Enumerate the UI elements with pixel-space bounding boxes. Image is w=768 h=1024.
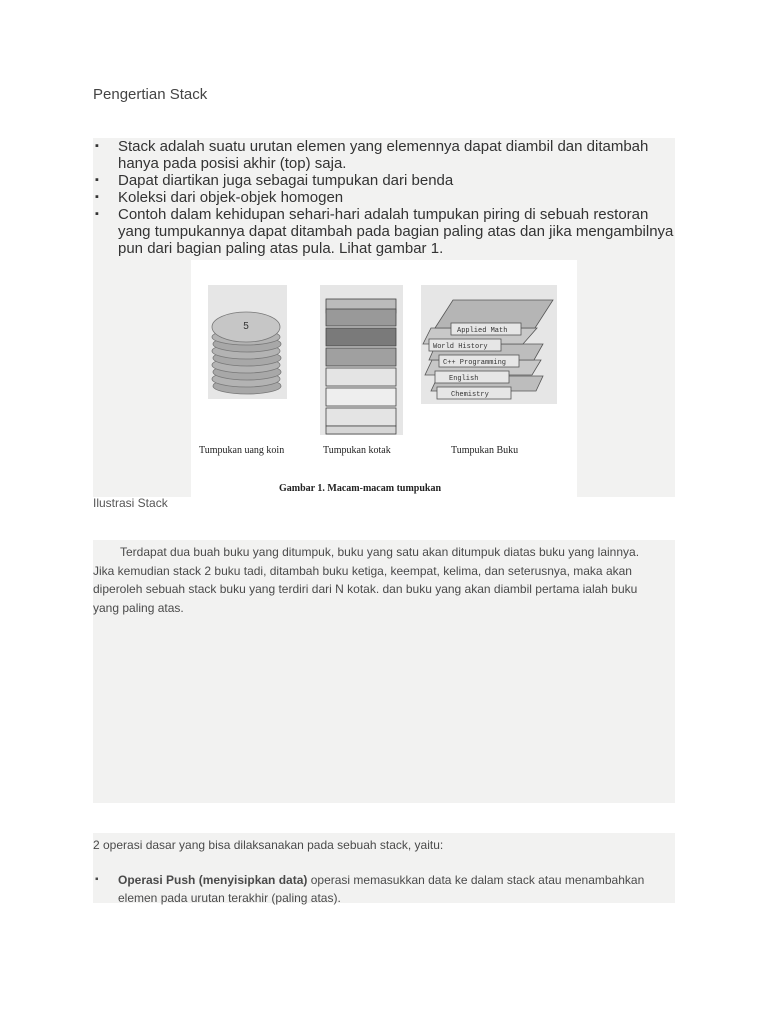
stack-definition-list (93, 138, 675, 257)
book-label: Chemistry (451, 391, 489, 399)
stack-illustration (191, 276, 577, 497)
list-item: ▪ Stack adalah suatu urutan elemen yang elemennya dapat diambil dan ditambah hanya pada posisi akhir (top) saja. (93, 138, 675, 172)
coins-label: Tumpukan uang koin (199, 445, 285, 456)
list-item: ▪ Contoh dalam kehidupan sehari-hari adalah tumpukan piring di sebuah restoran yang tumpukannya dapat ditambah pada bagian paling atas dan jika mengambilnya pun dari bagian paling atas pula. Lihat gambar 1. (93, 206, 675, 257)
boxes-label: Tumpukan kotak (323, 445, 391, 456)
list-item: ▪ Koleksi dari objek-objek homogen (93, 189, 675, 206)
page-title: Pengertian Stack (93, 86, 208, 103)
operation-description: operasi memasukkan data ke dalam stack atau menambahkan elemen pada urutan terakhir (paling atas). (118, 873, 645, 905)
figure-caption: Ilustrasi Stack (93, 496, 168, 510)
operation-name: Operasi Push (menyisipkan data) (118, 873, 308, 887)
operations-list (93, 871, 663, 907)
figure-caption-text: Gambar 1. Macam-macam tumpukan (279, 483, 442, 494)
bullet-section-background-right (577, 260, 675, 497)
book-label: English (449, 375, 479, 383)
coin-number: 5 (243, 321, 249, 332)
list-item (93, 871, 663, 907)
book-label: Applied Math (457, 327, 508, 335)
operations-intro: 2 operasi dasar yang bisa dilaksanakan pada sebuah stack, yaitu: (93, 838, 444, 852)
book-label: World History (433, 343, 488, 351)
books-label: Tumpukan Buku (451, 445, 519, 456)
bullet-section-background-left (93, 260, 191, 497)
list-item: ▪ Dapat diartikan juga sebagai tumpukan dari benda (93, 172, 675, 189)
stack-explanation-paragraph: Terdapat dua buah buku yang ditumpuk, buku yang satu akan ditumpuk diatas buku yang lainnya. Jika kemudian stack 2 buku tadi, ditambah buku ketiga, keempat, kelima, dan seterusnya, maka akan diperoleh sebuah stack buku yang terdiri dari N kotak. dan buku yang akan diambil pertama ialah buku yang paling atas. (93, 545, 640, 615)
book-label: C++ Programming (443, 359, 507, 367)
